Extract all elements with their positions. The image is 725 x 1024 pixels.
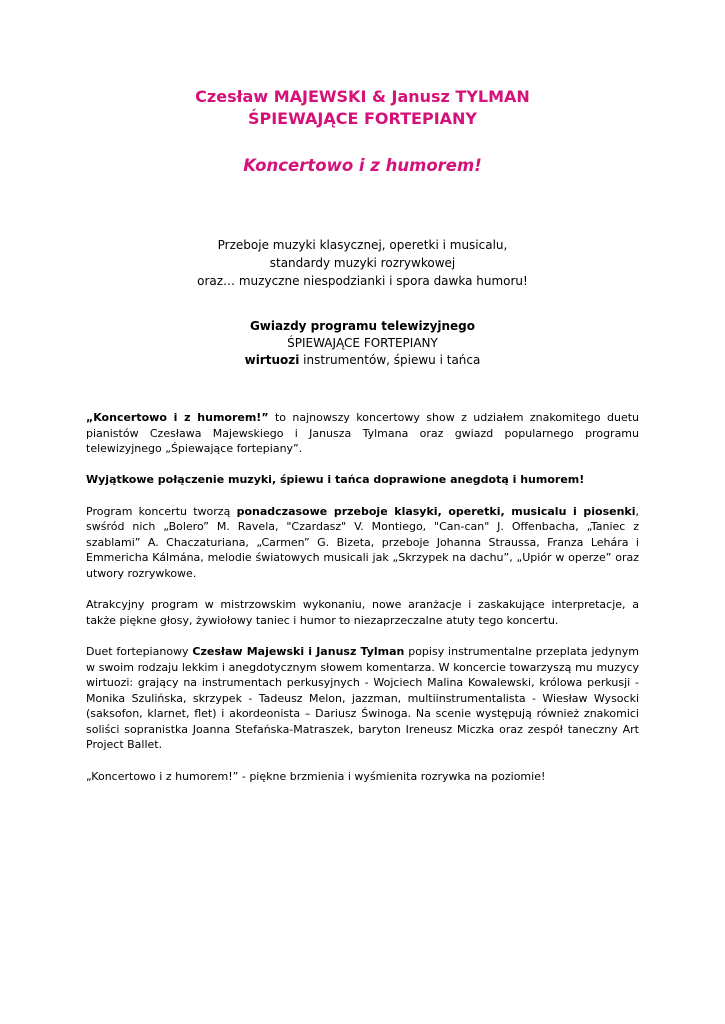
program-title: ŚPIEWAJĄCE FORTEPIANY <box>247 109 478 128</box>
stars-description-bold: wirtuozi <box>244 353 300 367</box>
title-block <box>0 86 725 177</box>
stars-description <box>0 352 725 369</box>
intro-line: Przeboje muzyki klasycznej, operetki i musicalu, <box>217 238 508 252</box>
concert-subtitle: Koncertowo i z humorem! <box>243 156 482 175</box>
intro-block <box>0 236 725 290</box>
intro-line: standardy muzyki rozrywkowej <box>269 256 456 270</box>
paragraph-highlight: Wyjątkowe połączenie muzyki, śpiewu i tańca doprawione anegdotą i humorem! <box>86 473 585 487</box>
paragraph-program-pre: Program koncertu tworzą <box>86 504 237 518</box>
paragraph-intro <box>86 410 639 457</box>
paragraph-duet-rest: popisy instrumentalne przeplata jedynym w swoim rodzaju lekkim i anegdotycznym słowem komentarza. W koncercie towarzyszą mu muzycy wirtuozi: grający na instrumentach perkusyjnych - Wojciech Malina Kowalewski, królowa perkusji - Monika Szulińska, skrzypek - Tadeusz Melon, jazzman, multiinstrumentalista - Wiesław Wysocki (saksofon, klarnet, flet) i akordeonista – Dariusz Świnoga. Na scenie występują również znakomici soliści sopranistka Joanna Stefańska-Matraszek, baryton Ireneusz Miczka oraz zespół taneczny Art Project Ballet. <box>86 644 639 752</box>
paragraph-duet <box>86 644 639 753</box>
paragraph-attractions: Atrakcyjny program w mistrzowskim wykonaniu, nowe aranżacje i zaskakujące interpretacje, a także piękne głosy, żywiołowy taniec i humor to niezaprzeczalne atuty tego koncertu. <box>86 598 639 627</box>
stars-heading: Gwiazdy programu telewizyjnego <box>249 319 476 333</box>
paragraph-duet-pre: Duet fortepianowy <box>86 644 193 658</box>
paragraph-program-rest: , swśród nich „Bolero” M. Ravela, "Czardasz" V. Montiego, "Can-can" J. Offenbacha, „Taniec z szablami” A. Chaczaturiana, „Carmen” G. Bizeta, przeboje Johanna Straussa, Franza Lehára i Emmericha Kálmána, melodie światowych musicali jak „Skrzypek na dachu”, „Upiór w operze” oraz utwory rozrywkowe. <box>86 504 639 580</box>
stars-description-rest: instrumentów, śpiewu i tańca <box>299 353 481 367</box>
paragraph-intro-bold: „Koncertowo i z humorem!” <box>86 411 269 424</box>
stars-block <box>0 318 725 369</box>
paragraph-program-bold: ponadczasowe przeboje klasyki, operetki, musicalu i piosenki <box>236 504 636 518</box>
paragraph-intro-rest: to najnowszy koncertowy show z udziałem znakomitego duetu pianistów Czesława Majewskiego i Janusza Tylmana oraz gwiazd popularnego programu telewizyjnego „Śpiewające fortepiany”. <box>86 411 640 456</box>
paragraph-closing: „Koncertowo i z humorem!” - piękne brzmienia i wyśmienita rozrywka na poziomie! <box>86 769 546 783</box>
paragraph-program <box>86 504 639 582</box>
intro-line: oraz… muzyczne niespodzianki i spora dawka humoru! <box>197 274 528 288</box>
performers-title: Czesław MAJEWSKI & Janusz TYLMAN <box>195 87 530 106</box>
stars-program-name: ŚPIEWAJĄCE FORTEPIANY <box>287 336 438 350</box>
paragraph-duet-bold: Czesław Majewski i Janusz Tylman <box>192 644 405 658</box>
body-text <box>86 410 639 800</box>
